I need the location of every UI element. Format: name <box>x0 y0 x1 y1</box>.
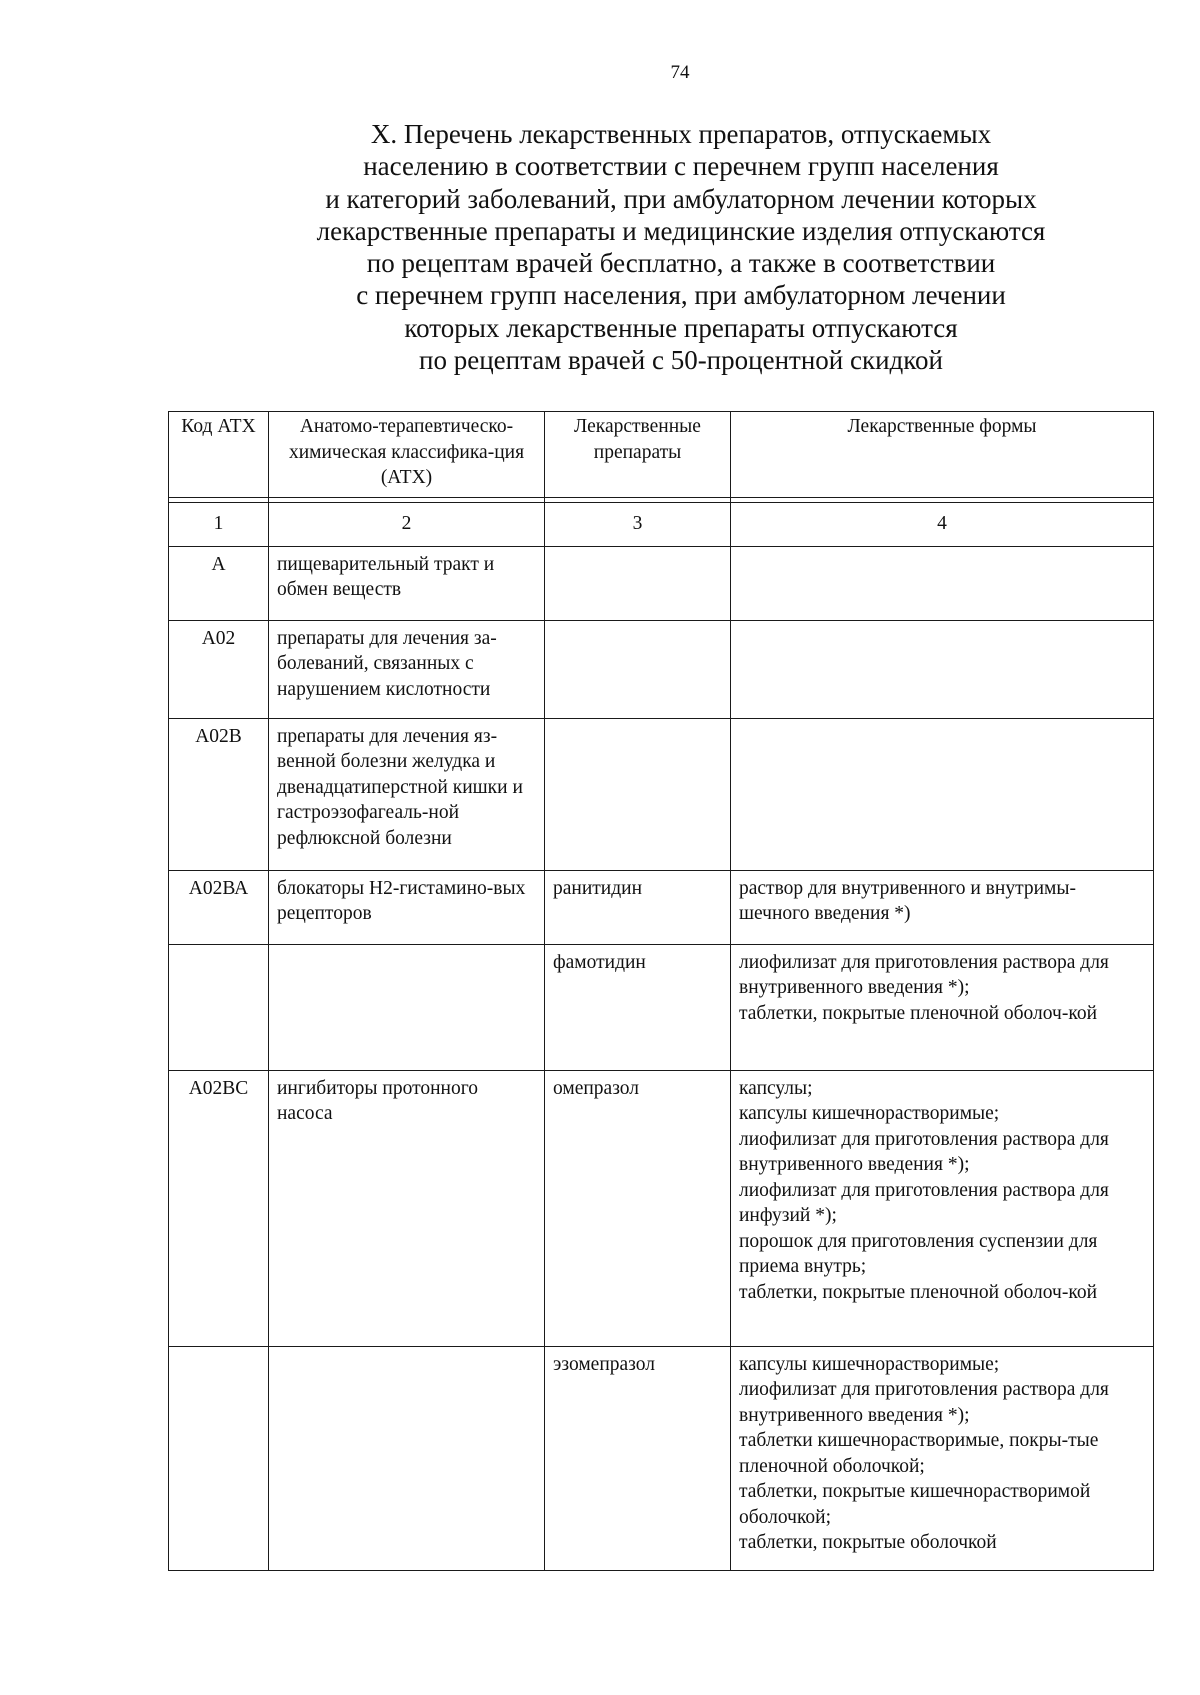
header-forms: Лекарственные формы <box>731 412 1154 498</box>
dosage-form-item: капсулы кишечнорастворимые; <box>739 1353 1000 1375</box>
drug-cell <box>545 620 731 718</box>
dosage-form-item: таблетки, покрытые кишечнорастворимой оболочкой; <box>739 1481 1091 1528</box>
column-number: 1 <box>169 502 269 546</box>
column-number: 3 <box>545 502 731 546</box>
table-row <box>169 718 1154 870</box>
table-header-row <box>169 412 1154 498</box>
dosage-form-item: порошок для приготовления суспензии для приема внутрь; <box>739 1230 1098 1277</box>
table-row <box>169 1346 1154 1570</box>
table-row <box>169 546 1154 620</box>
table-row <box>169 1070 1154 1346</box>
atx-code-cell: А <box>169 546 269 620</box>
dosage-form-item: таблетки, покрытые пленочной оболоч-кой <box>739 1002 1097 1024</box>
dosage-forms-cell <box>731 718 1154 870</box>
dosage-form-item: лиофилизат для приготовления раствора для внутривенного введения *); <box>739 1128 1109 1175</box>
dosage-forms-cell <box>731 546 1154 620</box>
drug-cell: фамотидин <box>545 944 731 1070</box>
atx-code-cell: А02ВА <box>169 870 269 944</box>
atx-code-cell <box>169 944 269 1070</box>
column-number: 2 <box>269 502 545 546</box>
drug-cell: омепразол <box>545 1070 731 1346</box>
dosage-form-item: таблетки, покрытые оболочкой <box>739 1532 997 1553</box>
table-row <box>169 944 1154 1070</box>
drug-cell: ранитидин <box>545 870 731 944</box>
drug-cell <box>545 546 731 620</box>
table-row <box>169 620 1154 718</box>
dosage-form-item: капсулы кишечнорастворимые; <box>739 1103 1000 1124</box>
title-line: населению в соответствии с перечнем групп населения <box>363 151 999 182</box>
dosage-form-item: таблетки кишечнорастворимые, покры-тые пленочной оболочкой; <box>739 1430 1099 1477</box>
page-number: 74 <box>670 62 690 83</box>
dosage-form-item: раствор для внутривенного и внутримы-шечного введения *) <box>739 877 1076 924</box>
dosage-forms-cell <box>731 1346 1154 1570</box>
dosage-forms-cell <box>731 1070 1154 1346</box>
classification-cell: блокаторы Н2-гистамино-вых рецепторов <box>269 870 545 944</box>
title-line: с перечнем групп населения, при амбулаторном лечении <box>356 280 1006 311</box>
classification-cell: препараты для лечения яз-венной болезни желудка и двенадцатиперстной кишки и гастроэзофагеаль-ной рефлюксной болезни <box>269 718 545 870</box>
header-classification: Анатомо-терапевтическо-химическая классифика-ция (АТХ) <box>269 412 545 498</box>
title-line: лекарственные препараты и медицинские изделия отпускаются <box>316 215 1046 246</box>
title-line: по рецептам врачей с 50-процентной скидкой <box>419 345 943 376</box>
classification-cell: пищеварительный тракт и обмен веществ <box>269 546 545 620</box>
page-title <box>160 118 1200 376</box>
title-line: X. Перечень лекарственных препаратов, отпускаемых <box>370 119 992 149</box>
dosage-forms-cell <box>731 870 1154 944</box>
dosage-form-item: лиофилизат для приготовления раствора для внутривенного введения *); <box>739 951 1109 998</box>
column-number-row <box>169 502 1154 546</box>
column-number: 4 <box>731 502 1154 546</box>
atx-code-cell: А02В <box>169 718 269 870</box>
atx-code-cell <box>169 1346 269 1570</box>
dosage-form-item: лиофилизат для приготовления раствора для внутривенного введения *); <box>739 1379 1109 1426</box>
dosage-forms-cell <box>731 944 1154 1070</box>
atx-code-cell: А02 <box>169 620 269 718</box>
drug-cell <box>545 718 731 870</box>
table-row <box>169 870 1154 944</box>
dosage-form-item: лиофилизат для приготовления раствора для инфузий *); <box>739 1179 1109 1226</box>
title-line: которых лекарственные препараты отпускаются <box>404 312 958 343</box>
dosage-form-item: таблетки, покрытые пленочной оболоч-кой <box>739 1281 1097 1303</box>
title-line: по рецептам врачей бесплатно, а также в соответствии <box>366 248 996 279</box>
header-drugs: Лекарственные препараты <box>545 412 731 498</box>
classification-cell <box>269 944 545 1070</box>
atx-code-cell: А02ВС <box>169 1070 269 1346</box>
dosage-form-item: капсулы; <box>739 1077 813 1099</box>
classification-cell: ингибиторы протонного насоса <box>269 1070 545 1346</box>
header-code: Код АТХ <box>169 412 269 498</box>
atx-drug-table <box>168 411 1154 1571</box>
title-line: и категорий заболеваний, при амбулаторном лечении которых <box>325 183 1037 214</box>
drug-cell: эзомепразол <box>545 1346 731 1570</box>
classification-cell: препараты для лечения за-болеваний, связанных с нарушением кислотности <box>269 620 545 718</box>
table-body <box>169 546 1154 1570</box>
classification-cell <box>269 1346 545 1570</box>
dosage-forms-cell <box>731 620 1154 718</box>
